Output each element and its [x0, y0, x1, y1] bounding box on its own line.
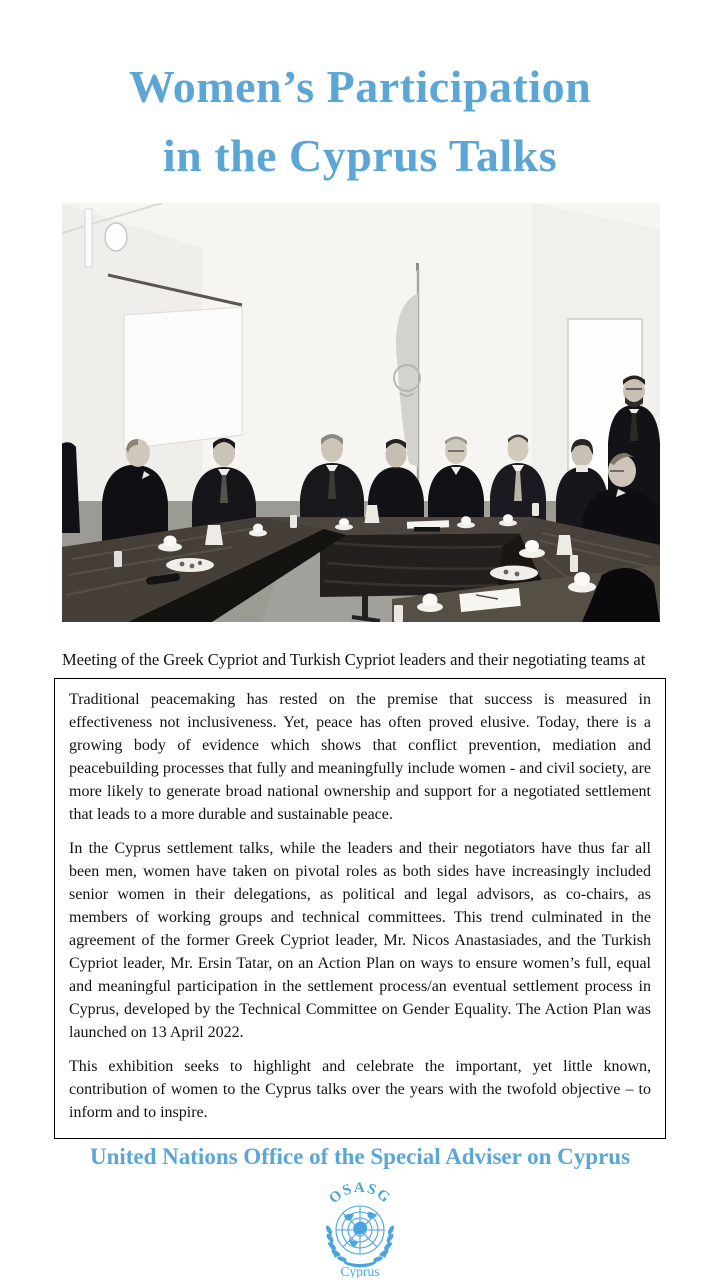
logo-bottom-text: Cyprus — [340, 1264, 380, 1278]
caption-line1: Meeting of the Greek Cypriot and Turkish Cypriot leaders and their negotiating teams at — [62, 650, 646, 669]
osasg-cyprus-logo — [305, 1180, 415, 1278]
svg-text:OSASG — [326, 1180, 393, 1207]
logo-top-text: OSASG — [326, 1180, 394, 1207]
intro-paragraph-3: This exhibition seeks to highlight and celebrate the important, yet little known, contribution of women to the Cyprus talks over the years with the twofold objective – to inform and to inspire. — [69, 1058, 651, 1121]
wall-light — [85, 209, 92, 267]
meeting-photo — [62, 203, 660, 622]
page-title — [0, 52, 720, 190]
title-line2: in the Cyprus Talks — [162, 130, 558, 181]
title-line1: Women’s Participation — [128, 61, 592, 112]
wall-lamp — [105, 223, 127, 251]
footer-organization: United Nations Office of the Special Adviser on Cyprus — [89, 1144, 631, 1169]
whiteboard — [124, 307, 242, 449]
un-emblem — [305, 1180, 415, 1278]
meeting-photo-illustration — [62, 203, 660, 622]
intro-paragraph-2: In the Cyprus settlement talks, while the leaders and their negotiators have thus far all been men, women have taken on pivotal roles as both sides have increasingly included senior women in their delegations, as political and legal advisors, as co-chairs, as members of working groups and technical committees. This trend culminated in the agreement of the former Greek Cypriot leader, Mr. Nicos Anastasiades, and the Turkish Cypriot leader, Mr. Ersin Tatar, on an Action Plan on ways to ensure women’s full, equal and meaningful participation in the settlement process/an eventual settlement process in Cyprus, developed by the Technical Committee on Gender Equality. The Action Plan was launched on 13 April 2022. — [69, 840, 651, 1041]
intro-text-box — [54, 678, 666, 1139]
intro-paragraph-1: Traditional peacemaking has rested on the premise that success is measured in effectiveness not inclusiveness. Yet, peace has often proved elusive. Today, there is a growing body of evidence which shows that conflict prevention, mediation and peacebuilding processes that fully and meaningfully include women - and civil society, are more likely to generate broad national ownership and support for a negotiated settlement that leads to a more durable and sustainable peace. — [69, 691, 651, 823]
